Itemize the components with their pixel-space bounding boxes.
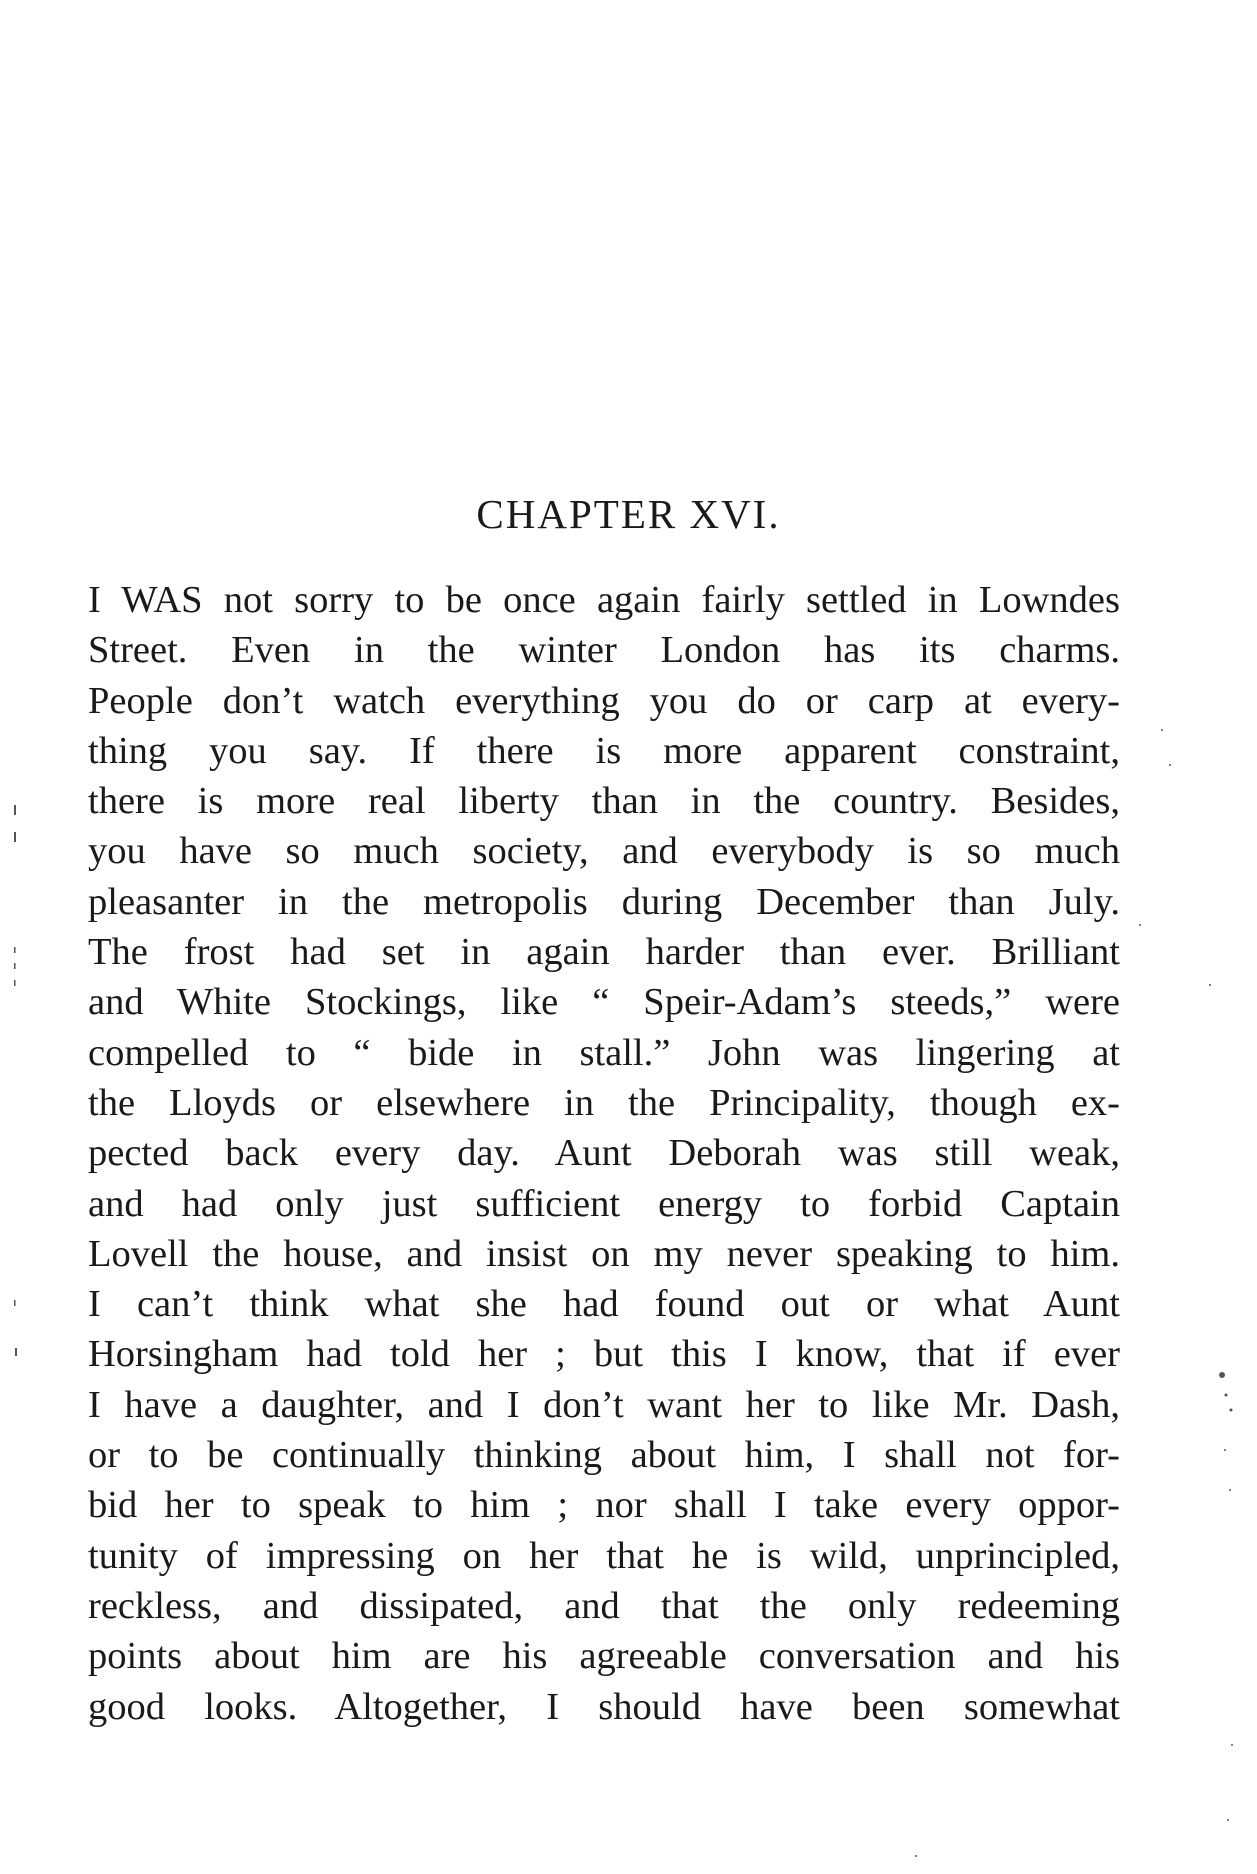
- text-line: People don’t watch everything you do or carp at every-: [88, 679, 1120, 722]
- right-margin-speck: [1169, 764, 1171, 766]
- left-margin-speck: [14, 947, 16, 953]
- text-line: good looks. Altogether, I should have been somewhat: [88, 1685, 1120, 1728]
- right-margin-speck: [1227, 1819, 1229, 1821]
- text-line: tunity of impressing on her that he is wild, unprincipled,: [88, 1534, 1120, 1577]
- left-margin-speck: [14, 963, 16, 969]
- chapter-heading: CHAPTER XVI.: [476, 491, 781, 537]
- left-margin-speck: [14, 1300, 16, 1306]
- text-line: you have so much society, and everybody is so much: [88, 830, 1120, 873]
- text-line: reckless, and dissipated, and that the only redeeming: [88, 1584, 1120, 1627]
- text-line: Lovell the house, and insist on my never speaking to him.: [88, 1232, 1120, 1275]
- text-line: there is more real liberty than in the country. Besides,: [88, 780, 1120, 823]
- left-margin-speck: [14, 832, 16, 842]
- text-line: pected back every day. Aunt Deborah was still weak,: [88, 1132, 1120, 1175]
- bottom-speck: [915, 1855, 917, 1857]
- body-text: [88, 575, 1120, 1732]
- text-line: and had only just sufficient energy to forbid Captain: [88, 1182, 1120, 1225]
- right-margin-speck: [1230, 1409, 1233, 1412]
- right-margin-speck: [1231, 1744, 1233, 1746]
- text-line: Horsingham had told her ; but this I know, that if ever: [88, 1333, 1120, 1376]
- text-line: thing you say. If there is more apparent constraint,: [88, 729, 1120, 772]
- text-line: The frost had set in again harder than ever. Brilliant: [88, 931, 1120, 974]
- right-margin-speck: [1219, 1372, 1225, 1378]
- right-margin-speck: [1209, 984, 1211, 986]
- text-line: points about him are his agreeable conversation and his: [88, 1635, 1120, 1678]
- text-line: or to be continually thinking about him, I shall not for-: [88, 1434, 1120, 1477]
- text-line: I can’t think what she had found out or what Aunt: [88, 1283, 1120, 1326]
- text-line: bid her to speak to him ; nor shall I take every oppor-: [88, 1484, 1120, 1527]
- left-margin-speck: [15, 1348, 17, 1356]
- right-margin-speck: [1225, 1394, 1228, 1397]
- text-line: pleasanter in the metropolis during December than July.: [88, 880, 1120, 923]
- text-line: compelled to “ bide in stall.” John was lingering at: [88, 1031, 1120, 1074]
- text-line: and White Stockings, like “ Speir-Adam’s steeds,” were: [88, 981, 1120, 1024]
- left-margin-speck: [14, 805, 16, 815]
- right-margin-speck: [1229, 1489, 1231, 1491]
- right-margin-speck: [1139, 924, 1141, 926]
- text-line: the Lloyds or elsewhere in the Principality, though ex-: [88, 1081, 1120, 1124]
- text-line: I WAS not sorry to be once again fairly settled in Lowndes: [88, 579, 1120, 621]
- right-margin-speck: [1224, 1449, 1226, 1451]
- text-line: Street. Even in the winter London has its charms.: [88, 629, 1120, 672]
- left-margin-speck: [14, 980, 16, 986]
- right-margin-speck: [1161, 729, 1163, 731]
- text-line: I have a daughter, and I don’t want her to like Mr. Dash,: [88, 1383, 1120, 1426]
